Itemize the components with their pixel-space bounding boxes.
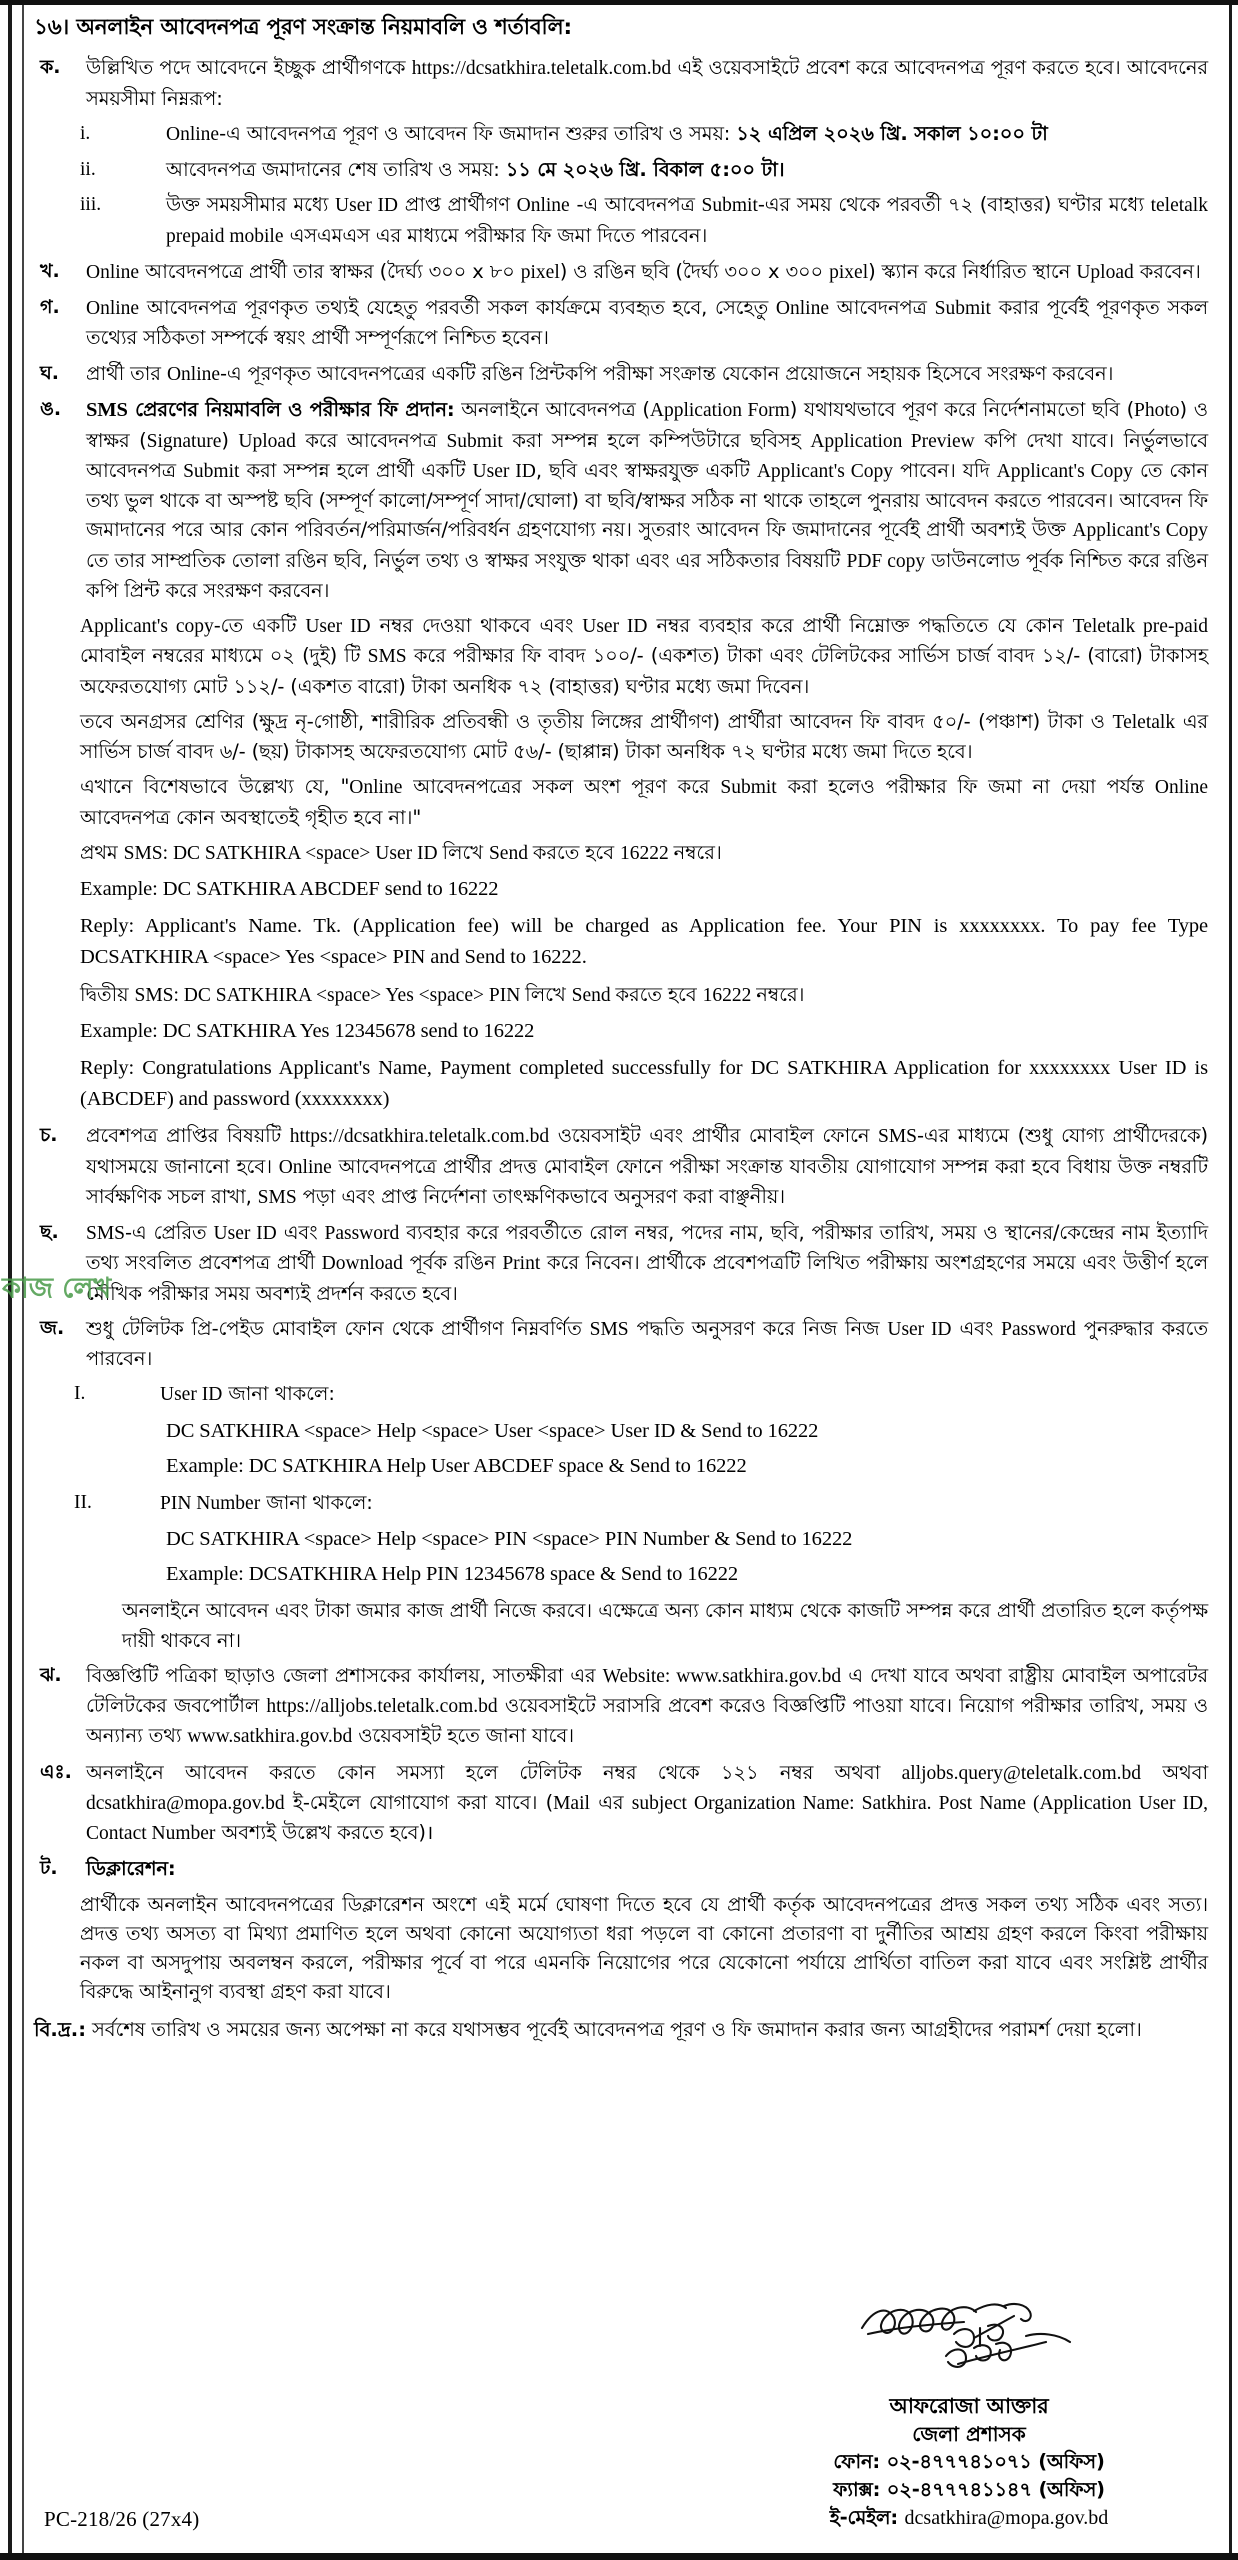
item-i-marker: i. [80, 122, 91, 144]
alljobs-url: https://alljobs.teletalk.com.bd [266, 1696, 498, 1718]
uo-t9: , ছবি এবং স্বাক্ষরযুক্ত একটি [535, 458, 757, 482]
cha-t1: প্রবেশপত্র প্রাপ্তির বিষয়টি [86, 1124, 290, 1148]
user-id-term-4: User ID [582, 616, 648, 638]
uo-t3: ) ও স্বাক্ষর ( [86, 397, 1208, 452]
clause-ga-marker: গ. [40, 296, 60, 319]
recover-userid-example: Example: DC SATKHIRA Help User ABCDEF space & Send to 16222 [166, 1454, 747, 1477]
applicants-copy-term-2: Applicant's Copy [996, 460, 1133, 482]
submit-term-2: Submit [446, 430, 503, 452]
uo2-t3: নম্বর ব্যবহার করে প্রার্থী নিম্নোক্ত পদ্ধতিতে যে কোন [647, 614, 1073, 638]
sms2-bn-mid: লিখে [525, 982, 572, 1006]
kha-online: Online [86, 261, 140, 283]
ga-text-b: আবেদনপত্র [828, 296, 935, 320]
clause-ka-item-i [34, 119, 1208, 149]
clause-gha-body [86, 359, 1208, 389]
cha-t3: -এর মাধ্যমে (শুধু যোগ্য প্রার্থীদেরকে) যথাসময়ে জানানো হবে। [86, 1124, 1209, 1178]
sms2-bn-lead: দ্বিতীয় [80, 982, 135, 1006]
clause-uo-para3 [80, 707, 1208, 767]
satkhira-website: Website: www.satkhira.gov.bd [602, 1665, 842, 1687]
signatory-role: জেলা প্রশাসক [912, 2422, 1026, 2447]
clause-uo-para4 [80, 772, 1208, 832]
cha-online: Online [278, 1156, 332, 1178]
sms-line-2 [80, 980, 1208, 1010]
uo-t1: অনলাইনে আবেদনপত্র ( [454, 397, 650, 421]
gha-online: Online [166, 363, 221, 385]
item-iii-text-a: উক্ত সময়সীমার মধ্যে [166, 193, 336, 217]
nya-t4: এর [589, 1790, 632, 1814]
section-title: অনলাইন আবেদনপত্র পূরণ সংক্রান্ত নিয়মাবলি ও শর্তাবলি: [76, 15, 572, 40]
cha-t4: আবেদনপত্রে প্রার্থীর প্রদত্ত মোবাইল ফোনে পরীক্ষা সংক্রান্ত যাবতীয় যোগাযোগ সম্পন্ন করা হবে বিধায় উক্ত নম্বরটি সার্বক্ষণিক সচল রাখা, [86, 1154, 1208, 1208]
chha-t3: ব্যবহার করে পরবর্তীতে রোল নম্বর, পদের নাম, ছবি, পরীক্ষার তারিখ, সময় ও স্থানের/কেন্দ্রের নাম ইত্যাদি তথ্য সংবলিত প্রবেশপত্র প্রার্থী [86, 1221, 1208, 1275]
clause-ga [34, 293, 1208, 353]
phone-suffix: (অফিস) [1038, 2450, 1105, 2474]
uo2-t4: মোবাইল নম্বরের মাধ্যমে ০২ (দুই) টি [80, 644, 368, 668]
gha-text-b: -এ পূরণকৃত আবেদনপত্রের একটি রঙিন প্রিন্টকপি পরীক্ষা সংক্রান্ত যেকোন প্রয়োজনে সহায়ক হিসেবে সংরক্ষণ করবেন। [220, 361, 1114, 385]
ga-online-1: Online [86, 298, 140, 320]
ja-sms: SMS [589, 1318, 629, 1340]
uo-heading-bn: প্রেরণের নিয়মাবলি ও পরীক্ষার ফি প্রদান: [127, 397, 455, 421]
clause-cha-marker: চ. [40, 1124, 58, 1147]
sms2-bn-tail: নম্বরে। [756, 982, 805, 1006]
jha-t3: ওয়েবসাইটে সরাসরি প্রবেশ করেও বিজ্ঞপ্তিটি পাওয়া যাবে। নিয়োগ পরীক্ষার তারিখ, সময় ও অন্যান্য তথ্য [86, 1694, 1208, 1748]
clause-ta-marker: ট. [40, 1857, 58, 1880]
clause-ka-text-pre: উল্লিখিত পদে আবেদনে ইচ্ছুক প্রার্থীগণকে [86, 56, 412, 80]
clause-uo-body [86, 395, 1208, 605]
page-top-rule [0, 0, 1238, 5]
kha-text-c: ) স্ক্যান করে নির্ধারিত স্থানে [868, 259, 1077, 283]
email-value: dcsatkhira@mopa.gov.bd [904, 2506, 1109, 2529]
teletalk-prepaid-term: teletalk prepaid mobile [166, 195, 1208, 247]
recover-userid-command: DC SATKHIRA <space> Help <space> User <space> User ID & Send to 16222 [166, 1419, 819, 1442]
signatory-phone [734, 2448, 1204, 2476]
sms1-command: SMS: DC SATKHIRA <space> User ID [123, 842, 443, 864]
left-border-outer [8, 5, 12, 2553]
signatory-name: আফরোজা আক্তার [889, 2394, 1049, 2418]
clause-gha [34, 359, 1208, 389]
cha-t2: ওয়েবসাইট এবং প্রার্থীর মোবাইল ফোনে [549, 1124, 878, 1148]
clause-uo [34, 395, 1208, 605]
nya-mail: Mail [553, 1792, 590, 1814]
submit-term-4: Submit [720, 777, 777, 799]
nya-t5: অবশ্যই উল্লেখ করতে হবে)। [215, 1821, 434, 1845]
clause-gha-marker: ঘ. [40, 361, 59, 384]
phone-value: ০২-৪৭৭৭৪১০৭১ [886, 2450, 1032, 2474]
chha-userid: User ID [213, 1223, 277, 1245]
cha-url: https://dcsatkhira.teletalk.com.bd [289, 1126, 550, 1148]
clause-ka-item-ii [34, 155, 1208, 184]
clause-chha [34, 1218, 1208, 1308]
item-ii-marker: ii. [80, 159, 96, 181]
clause-ka-marker: ক. [40, 56, 61, 79]
clause-ga-body [86, 293, 1208, 353]
item-II-title-bn: জানা থাকলে: [260, 1490, 373, 1514]
right-border [1229, 5, 1232, 2553]
nya-t1: অনলাইনে আবেদন করতে কোন সমস্যা হলে টেলিটক নম্বর থেকে ১২১ নম্বর অথবা [86, 1760, 902, 1784]
clause-jha-marker: ঝ. [40, 1663, 62, 1686]
uo-t13: ডাউনলোড পূর্বক নিশ্চিত করে রঙিন কপি প্রিন্ট করে সংরক্ষণ করবেন। [86, 548, 1208, 602]
clause-uo-para2 [80, 611, 1208, 701]
uo-t6: করা সম্পন্ন হলে কম্পিউটারে ছবিসহ [502, 428, 811, 452]
item-iii-text-e: এসএমএস এর মাধ্যমে পরীক্ষার ফি জমা দিতে পারবেন। [283, 223, 708, 247]
item-i-body [166, 119, 1208, 149]
upload-term: Upload [238, 430, 296, 452]
clause-ja-item-II [34, 1488, 1208, 1518]
clause-uo-marker: ঙ. [40, 397, 62, 420]
ja-userid: User ID [887, 1318, 952, 1340]
kha-upload: Upload [1076, 261, 1134, 283]
item-iii-text-c: -এ আবেদনপত্র [569, 193, 702, 217]
uo4-t4: আবেদনপত্র কোন অবস্থাতেই গৃহীত হবে না।" [80, 805, 422, 829]
uo2-t5: করে পরীক্ষার ফি বাবদ ১০০/- (একশত) টাকা এবং টেলিটকের সার্ভিস চার্জ বাবদ ১২/- (বারো) টাকাসহ অফেরতযোগ্য মোট ১১২/- (একশত বারো) টাকা অনধিক ৭২ (বাহাত্তর) ঘণ্টার মধ্যে জমা দিবেন। [80, 644, 1208, 698]
kha-text-a: আবেদনপত্রে প্রার্থী তার স্বাক্ষর (দৈর্ঘ্য ৩০০ x ৮০ [139, 259, 521, 283]
uo-t2: ) যথাযথভাবে পূরণ করে নির্দেশনামতো ছবি ( [789, 397, 1135, 421]
user-id-term: User ID [335, 195, 399, 217]
page-bottom-rule [0, 2553, 1238, 2560]
clause-chha-marker: ছ. [40, 1221, 59, 1244]
ga-text-c: করার পূর্বেই পূরণকৃত সকল তথ্যের সঠিকতা সম্পর্কে স্বয়ং প্রার্থী সম্পূর্ণরূপে নিশ্চিত হবেন। [86, 296, 1208, 350]
sms1-shortcode: 16222 [619, 842, 674, 864]
clause-ka [34, 53, 1208, 113]
item-iii-marker: iii. [80, 194, 102, 216]
sms-example-1: Example: DC SATKHIRA ABCDEF send to 16222 [80, 878, 499, 901]
clause-ta [34, 1854, 1208, 1883]
clause-ta-body: প্রার্থীকে অনলাইন আবেদনপত্রের ডিক্লারেশন অংশে এই মর্মে ঘোষণা দিতে হবে যে প্রার্থী কর্তৃক আবেদনপত্রের প্রদত্ত সকল তথ্য সঠিক এবং সত্য। প্রদত্ত তথ্য অসত্য বা মিথ্যা প্রমাণিত হলে অথবা কোনো অযোগ্যতা ধরা পড়লে বা কোনো প্রতারণা বা দুর্নীতির আশ্রয় গ্রহণ করলে কিংবা পরীক্ষায় নকল বা অসদুপায় অবলম্বন করলে, পরীক্ষার পূর্বে বা পরে এমনকি নিয়োগের পরে যেকোনো পর্যায়ে প্রার্থিতা বাতিল করা যাবে এবং সংশ্লিষ্ট প্রার্থীর বিরুদ্ধে আইনানুগ ব্যবস্থা গ্রহণ করা যাবে। [80, 1892, 1208, 2004]
clause-ja [34, 1314, 1208, 1374]
chha-t2: এবং [276, 1221, 325, 1245]
satkhira-website-2: www.satkhira.gov.bd [187, 1726, 353, 1748]
pdf-copy-term: PDF copy [846, 550, 926, 572]
clause-chha-body [86, 1218, 1208, 1308]
sms-example-2: Example: DC SATKHIRA Yes 12345678 send to 16222 [80, 1019, 535, 1042]
clause-kha-marker: খ. [40, 259, 60, 282]
kha-pixel-2: pixel [829, 261, 869, 283]
kha-text-b: ) ও রঙিন ছবি (দৈর্ঘ্য ৩০০ x ৩০০ [559, 259, 830, 283]
chha-sms: SMS [86, 1223, 126, 1245]
handwritten-signature [854, 2298, 1084, 2390]
note-lead-text: বি.দ্র.: [34, 2017, 87, 2041]
clause-kha [34, 257, 1208, 287]
applicants-copy-term: Applicant's Copy [756, 460, 894, 482]
online-term: Online [516, 195, 570, 217]
uo-t11: তে কোন তথ্য ভুল থাকে বা অস্পষ্ট ছবি (সম্পূর্ণ কালো/সম্পূর্ণ সাদা/ঘোলা) বা ছবি/স্বাক্ষর সঠিক না থাকে তাহলে পুনরায় আবেদন করতে পারবেন। আবেদন ফি জমাদানের পরে আর কোন পরিবর্তন/পরিমার্জন/পরিবর্ধন গ্রহণযোগ্য নয়। সুতরাং আবেদন ফি জমাদানের পূর্বেই প্রার্থী অবশ্যই উক্ত [86, 458, 1208, 542]
uo4-t3: করা হলেও পরীক্ষার ফি জমা না দেয়া পর্যন্ত [776, 775, 1155, 799]
sms-term: SMS [367, 646, 407, 668]
item-i-text: -এ আবেদনপত্র পূরণ ও আবেদন ফি জমাদান শুরুর তারিখ ও সময়: [219, 121, 737, 145]
dcsatkhira-email: dcsatkhira@mopa.gov.bd [86, 1792, 285, 1814]
declaration-title: ডিক্লারেশন: [86, 1857, 176, 1881]
item-II-title [160, 1488, 1208, 1518]
online-term-4: Online [1154, 777, 1208, 799]
teletalk-prepaid-term-2: Teletalk pre-paid [1072, 616, 1209, 638]
clause-kha-body [86, 257, 1208, 287]
kha-text-d: করবেন। [1133, 259, 1201, 283]
chha-t5: করে নিবেন। প্রার্থীকে প্রবেশপত্রটি লিখিত পরীক্ষায় অংশগ্রহণের সময়ে এবং উত্তীর্ণ হলে মৌখিক পরীক্ষার সময় অবশ্যই প্রদর্শন করতে হবে। [86, 1251, 1209, 1305]
item-iii-text-b: প্রাপ্ত প্রার্থীগণ [398, 193, 517, 217]
application-preview-term: Application Preview [810, 430, 975, 452]
uo2-t2: নম্বর দেওয়া থাকবে এবং [370, 614, 583, 638]
item-II-marker: II. [74, 1491, 92, 1513]
sms1-bn-tail: নম্বরে। [673, 840, 722, 864]
signature-term: Signature [146, 430, 222, 452]
signatory-fax [734, 2476, 1204, 2504]
photo-term: Photo [1134, 399, 1180, 421]
sms-reply-2: Reply: Congratulations Applicant's Name, Payment completed successfully for DC SATKHIRA Application for xxxxxxxx User ID is (ABCDEF) and password (xxxxxxxx) [80, 1057, 1208, 1111]
item-II-title-lat: PIN Number [160, 1492, 261, 1514]
page-title [34, 14, 1208, 42]
sms2-send: Send [571, 984, 616, 1006]
sms1-bn-end: করতে হবে [532, 840, 620, 864]
note-body: সর্বশেষ তারিখ ও সময়ের জন্য অপেক্ষা না করে যথাসম্ভব পূর্বেই আবেদনপত্র পূরণ ও ফি জমাদান করার জন্য আগ্রহীদের পরামর্শ দেয়া হলো। [92, 2017, 1142, 2041]
ja-t1: শুধু টেলিটক প্রি-পেইড মোবাইল ফোন থেকে প্রার্থীগণ নিম্নবর্ণিত [86, 1316, 590, 1340]
clause-ka-item-iii [34, 190, 1208, 251]
clause-nya-marker: এঃ. [40, 1760, 72, 1783]
ja-password: Password [1001, 1318, 1076, 1340]
teletalk-term: Teletalk [1112, 711, 1176, 733]
note-bidro [34, 2015, 1208, 2044]
fax-value: ০২-৪৭৭৭৪১১৪৭ [886, 2477, 1032, 2501]
clause-ka-body [86, 53, 1208, 113]
sms1-send: Send [488, 842, 533, 864]
gha-text-a: প্রার্থী তার [86, 361, 167, 385]
signature-block [734, 2298, 1204, 2532]
uo-t4: ) [221, 428, 239, 452]
applicants-copy-term-4: Applicant's copy [80, 616, 214, 638]
submit-term: Submit [701, 195, 758, 217]
item-I-title-bn: জানা থাকলে: [222, 1382, 335, 1406]
clause-cha-body [86, 1121, 1208, 1212]
alljobs-query-email: alljobs.query@teletalk.com.bd [901, 1762, 1142, 1784]
fax-label: ফ্যাক্স: [833, 2477, 881, 2501]
ga-text-a: আবেদনপত্র পূরণকৃত তথ্যই যেহেতু পরবর্তী সকল কার্যক্রমে ব্যবহৃত হবে, সেহেতু [139, 296, 776, 320]
kha-pixel-1: pixel [520, 261, 560, 283]
ja-t4: পুনরুদ্ধার করতে পারবেন। [86, 1316, 1208, 1371]
recover-pin-command: DC SATKHIRA <space> Help <space> PIN <space> PIN Number & Send to 16222 [166, 1528, 853, 1551]
clause-nya [34, 1758, 1208, 1849]
sms2-bn-end: করতে হবে [615, 982, 703, 1006]
applicants-copy-term-3: Applicant's Copy [1072, 520, 1208, 542]
jha-t1: বিজ্ঞপ্তিটি পত্রিকা ছাড়াও জেলা প্রশাসকের কার্যালয়, সাতক্ষীরা এর [86, 1663, 603, 1687]
item-ii-body [166, 155, 1208, 184]
chha-print: Print [502, 1253, 541, 1275]
submit-term-3: Submit [183, 460, 240, 482]
clause-nya-body [86, 1758, 1208, 1849]
chha-t4: পূর্বক রঙিন [402, 1251, 503, 1275]
uo-t12: তে তার সাম্প্রতিক তোলা রঙিন ছবি, নির্ভুল তথ্য ও স্বাক্ষর সংযুক্ত থাকা এবং এর সঠিকতার বিষয়টি [86, 548, 847, 572]
uo4-t1: এখানে বিশেষভাবে উল্লেখ্য যে, " [80, 775, 350, 799]
item-I-title [160, 1379, 1208, 1409]
item-I-marker: I. [74, 1383, 86, 1405]
clause-ja-body [86, 1314, 1208, 1374]
uo-t7: কপি দেখা যাবে। নির্ভুলভাবে আবেদনপত্র [86, 428, 1209, 482]
sms1-bn-mid: লিখে [442, 840, 489, 864]
clause-jha [34, 1661, 1208, 1752]
dcsatkhira-url: https://dcsatkhira.teletalk.com.bd [411, 58, 672, 80]
uo-t8: করা সম্পন্ন হলে প্রার্থী একটি [239, 458, 473, 482]
ja-t2: পদ্ধতি অনুসরণ করে নিজ নিজ [628, 1316, 888, 1340]
user-id-term-3: User ID [305, 616, 371, 638]
section-number: ১৬। [34, 15, 70, 40]
mail-subject-format: subject Organization Name: Satkhira. Post Name (Application User ID, Contact Number [86, 1792, 1208, 1845]
sms1-bn-lead: প্রথম [80, 840, 124, 864]
nya-t3: ই-মেইলে যোগাযোগ করা যাবে। ( [284, 1790, 554, 1814]
recover-pin-example: Example: DCSATKHIRA Help PIN 12345678 space & Send to 16222 [166, 1563, 739, 1586]
uo-t5: করে আবেদনপত্র [295, 428, 447, 452]
clause-ta-title [86, 1854, 1208, 1883]
clause-jha-body [86, 1661, 1208, 1752]
document-content [32, 14, 1222, 2544]
application-start-datetime: ১২ এপ্রিল ২০২৬ খ্রি. সকাল ১০:০০ টা [736, 121, 1048, 145]
item-I-title-lat: User ID [160, 1384, 223, 1406]
clause-ja-closing: অনলাইনে আবেদন এবং টাকা জমার কাজ প্রার্থী নিজে করবে। এক্ষেত্রে অন্য কোন মাধ্যম থেকে কাজটি সম্পন্ন করে প্রার্থী প্রতারিত হলে কর্তৃপক্ষ দায়ী থাকবে না। [122, 1599, 1208, 1652]
chha-t1: -এ প্রেরিত [125, 1221, 214, 1245]
phone-label: ফোন: [833, 2450, 880, 2474]
chha-password: Password [324, 1223, 400, 1245]
clause-cha [34, 1121, 1208, 1212]
item-iii-body [166, 190, 1208, 251]
pc-code: PC-218/26 (27x4) [44, 2507, 200, 2531]
item-iii-text-d: -এর সময় থেকে পরবর্তী ৭২ (বাহাত্তর) ঘণ্টার মধ্যে [757, 193, 1151, 217]
jha-t2: এ দেখা যাবে অথবা রাষ্ট্রীয় মোবাইল অপারেটর টেলিটকের জবপোর্টাল [86, 1663, 1208, 1718]
email-label: ই-মেইল: [829, 2505, 898, 2529]
ja-t3: এবং [951, 1316, 1002, 1340]
uo4-t2: আবেদনপত্রের সকল অংশ পূরণ করে [402, 775, 721, 799]
clause-ja-item-I [34, 1379, 1208, 1409]
item-i-lead: Online [166, 123, 220, 145]
jha-t4: ওয়েবসাইট হতে জানা যাবে। [352, 1724, 574, 1748]
cha-sms-2: SMS [257, 1186, 297, 1208]
uo3-t1: তবে অনগ্রসর শ্রেণির (ক্ষুদ্র নৃ-গোষ্ঠী, শারীরিক প্রতিবন্ধী ও তৃতীয় লিঙ্গের প্রার্থীগণ) প্রার্থীরা আবেদন ফি বাবদ ৫০/- (পঞ্চাশ) টাকা ও [80, 709, 1113, 733]
nya-t2: অথবা [1141, 1760, 1208, 1784]
ga-online-2: Online [775, 298, 829, 320]
left-border-inner [22, 5, 24, 2553]
clause-ka-text-post: এই ওয়েবসাইটে প্রবেশ করে আবেদনপত্র পূরণ করতে হবে। আবেদনের সময়সীমা নিম্নরূপ: [86, 56, 1208, 110]
application-form-term: Application Form [649, 399, 790, 421]
ga-submit: Submit [934, 298, 991, 320]
cha-t5: পড়া এবং প্রাপ্ত নির্দেশনা তাৎক্ষণিকভাবে অনুসরণ করা বাঞ্ছনীয়। [296, 1184, 786, 1208]
watermark-text: কাজ লেখ [2, 1272, 112, 1305]
cha-sms: SMS [878, 1126, 918, 1148]
fax-suffix: (অফিস) [1038, 2477, 1105, 2501]
sms-reply-1: Reply: Applicant's Name. Tk. (Application fee) will be charged as Application fee. Your PIN is xxxxxxxx. To pay fee Type DCSATKHIRA <space> Yes <space> PIN and Send to 16222. [80, 915, 1208, 969]
chha-download: Download [321, 1253, 403, 1275]
uo-heading-sms: SMS [86, 398, 128, 421]
uo2-t1: -তে একটি [213, 614, 306, 638]
uo-t10: পাবেন। যদি [893, 458, 997, 482]
user-id-term-2: User ID [472, 460, 536, 482]
online-term-3: Online [349, 777, 403, 799]
uo3-t2: এর সার্ভিস চার্জ বাবদ ৬/- (ছয়) টাকাসহ অফেরতযোগ্য মোট ৫৬/- (ছাপ্পান্ন) টাকা অনধিক ৭২ ঘণ্টার মধ্যে জমা দিতে হবে। [80, 709, 1208, 764]
note-lead [34, 2015, 92, 2044]
item-ii-text: আবেদনপত্র জমাদানের শেষ তারিখ ও সময়: [166, 158, 506, 182]
sms2-command: SMS: DC SATKHIRA <space> Yes <space> PIN [134, 984, 526, 1006]
application-end-datetime: ১১ মে ২০২৬ খ্রি. বিকাল ৫:০০ টা। [505, 158, 785, 182]
sms-line-1 [80, 838, 1208, 868]
signatory-email [734, 2504, 1204, 2532]
clause-ja-marker: জ. [40, 1316, 65, 1339]
sms2-shortcode: 16222 [702, 984, 757, 1006]
